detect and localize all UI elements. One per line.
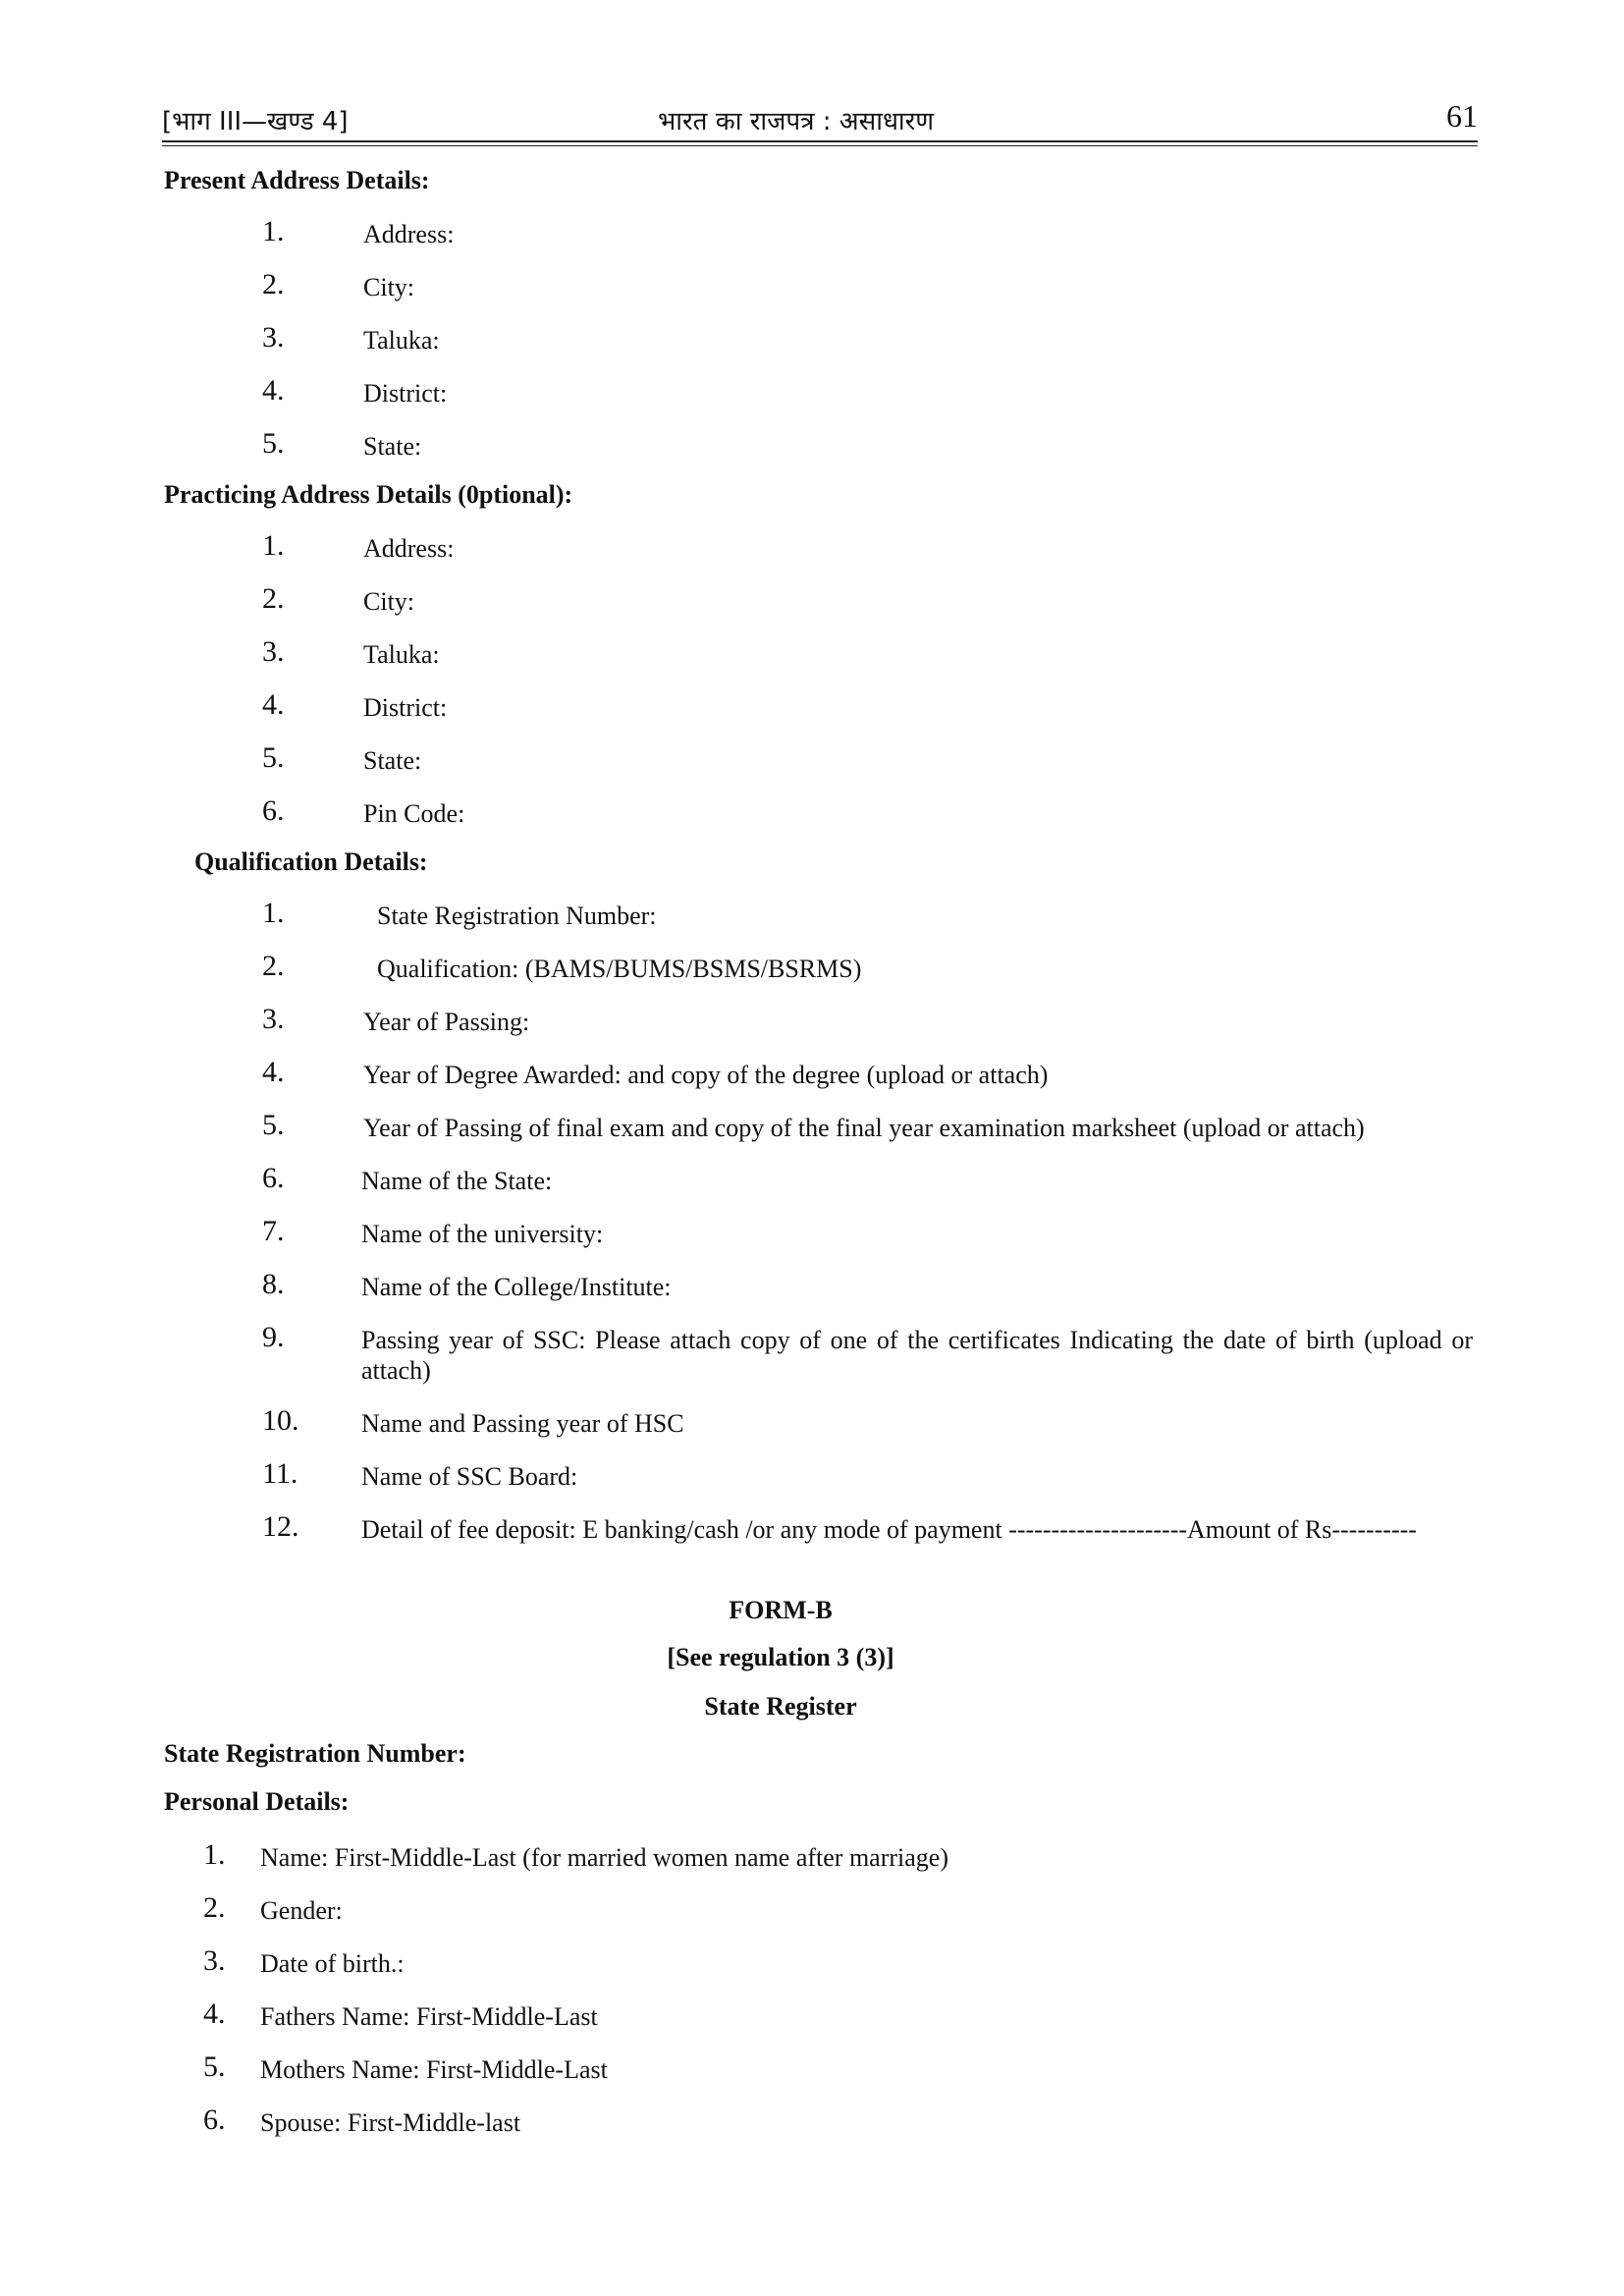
list-item-number: 2.: [262, 268, 285, 301]
list-item-text: Name of the university:: [361, 1220, 604, 1248]
list-item-text: State Registration Number:: [377, 902, 657, 930]
page-header: [162, 98, 1478, 137]
list-item-number: 8.: [262, 1268, 285, 1300]
list-item-text: Pin Code:: [363, 799, 465, 828]
qualification-heading: Qualification Details:: [194, 847, 428, 876]
list-item-number: 3.: [262, 1003, 285, 1035]
list-item-number: 10.: [262, 1404, 299, 1437]
list-item-text: Name: First-Middle-Last (for married women name after marriage): [260, 1843, 948, 1872]
form-b-title: FORM-B: [729, 1596, 833, 1624]
list-item-number: 1.: [203, 1838, 226, 1871]
personal-details-heading: Personal Details:: [164, 1787, 350, 1816]
list-item-number: 3.: [262, 321, 285, 354]
list-item-number: 3.: [262, 635, 285, 668]
list-item-text: Fathers Name: First-Middle-Last: [260, 2002, 598, 2031]
header-gazette-title: भारत का राजपत्र : असाधारण: [658, 107, 935, 137]
list-item-text: Mothers Name: First-Middle-Last: [260, 2055, 608, 2084]
list-item-number: 6.: [262, 794, 285, 827]
list-item-number: 6.: [203, 2104, 226, 2136]
list-item-text: Name of the State:: [361, 1167, 553, 1195]
list-item-number: 1.: [262, 215, 285, 247]
present-address-heading: Present Address Details:: [164, 166, 430, 194]
list-item-text: Year of Passing:: [363, 1008, 530, 1036]
list-item-text: Address:: [363, 220, 455, 248]
list-item-number: 4.: [262, 688, 285, 721]
form-b-register-title: State Register: [704, 1692, 857, 1721]
list-item-number: 4.: [203, 1997, 226, 2030]
list-item-text: Gender:: [260, 1896, 343, 1925]
state-registration-heading: State Registration Number:: [164, 1739, 466, 1768]
list-item-text: Detail of fee deposit: E banking/cash /or any mode of payment ---------------------Amount of Rs----------: [361, 1515, 1417, 1544]
list-item-text: Address:: [363, 534, 455, 563]
list-item-text: City:: [363, 273, 415, 301]
list-item-number: 2.: [262, 950, 285, 982]
list-item-text: Year of Degree Awarded: and copy of the degree (upload or attach): [363, 1061, 1049, 1089]
list-item-number: 1.: [262, 529, 285, 562]
list-item-number: 7.: [262, 1215, 285, 1247]
list-item-text: Date of birth.:: [260, 1949, 405, 1978]
list-item-number: 2.: [203, 1891, 226, 1924]
list-item-text: Name and Passing year of HSC: [361, 1409, 684, 1438]
list-item-number: 3.: [203, 1944, 226, 1977]
list-item-text: Taluka:: [363, 326, 440, 355]
list-item-text: Name of the College/Institute:: [361, 1273, 672, 1301]
practicing-address-heading: Practicing Address Details (0ptional):: [164, 480, 573, 509]
page-number: 61: [1446, 98, 1478, 134]
list-item-text: Taluka:: [363, 640, 440, 669]
list-item-text: State:: [363, 746, 422, 775]
list-item-number: 5.: [262, 741, 285, 774]
header-rule-bottom: [162, 145, 1478, 146]
list-item-number: 4.: [262, 374, 285, 407]
list-item-number: 6.: [262, 1162, 285, 1194]
header-rule-top: [162, 140, 1478, 142]
list-item-number: 5.: [262, 427, 285, 460]
header-part: [भाग III—खण्ड 4]: [162, 107, 349, 137]
list-item-number: 11.: [262, 1457, 298, 1490]
list-item-text: Qualification: (BAMS/BUMS/BSMS/BSRMS): [377, 955, 862, 983]
list-item-text: Passing year of SSC: Please attach copy of one of the certificates Indicating the date of birth (upload or attach): [361, 1326, 1473, 1385]
list-item-number: 1.: [262, 897, 285, 929]
list-item-text: Spouse: First-Middle-last: [260, 2108, 521, 2137]
list-item-number: 2.: [262, 582, 285, 615]
list-item-text: District:: [363, 379, 448, 408]
list-item-text: Year of Passing of final exam and copy of the final year examination marksheet (upload or attach): [363, 1114, 1365, 1142]
list-item-text: City:: [363, 587, 415, 616]
list-item-number: 4.: [262, 1056, 285, 1088]
list-item-number: 12.: [262, 1510, 299, 1543]
list-item-number: 5.: [203, 2050, 226, 2083]
list-item-text: District:: [363, 693, 448, 722]
form-b-regulation: [See regulation 3 (3)]: [667, 1643, 894, 1671]
list-item-number: 5.: [262, 1109, 285, 1141]
list-item-number: 9.: [262, 1321, 285, 1353]
list-item-text: State:: [363, 432, 422, 461]
list-item-text: Name of SSC Board:: [361, 1462, 578, 1491]
